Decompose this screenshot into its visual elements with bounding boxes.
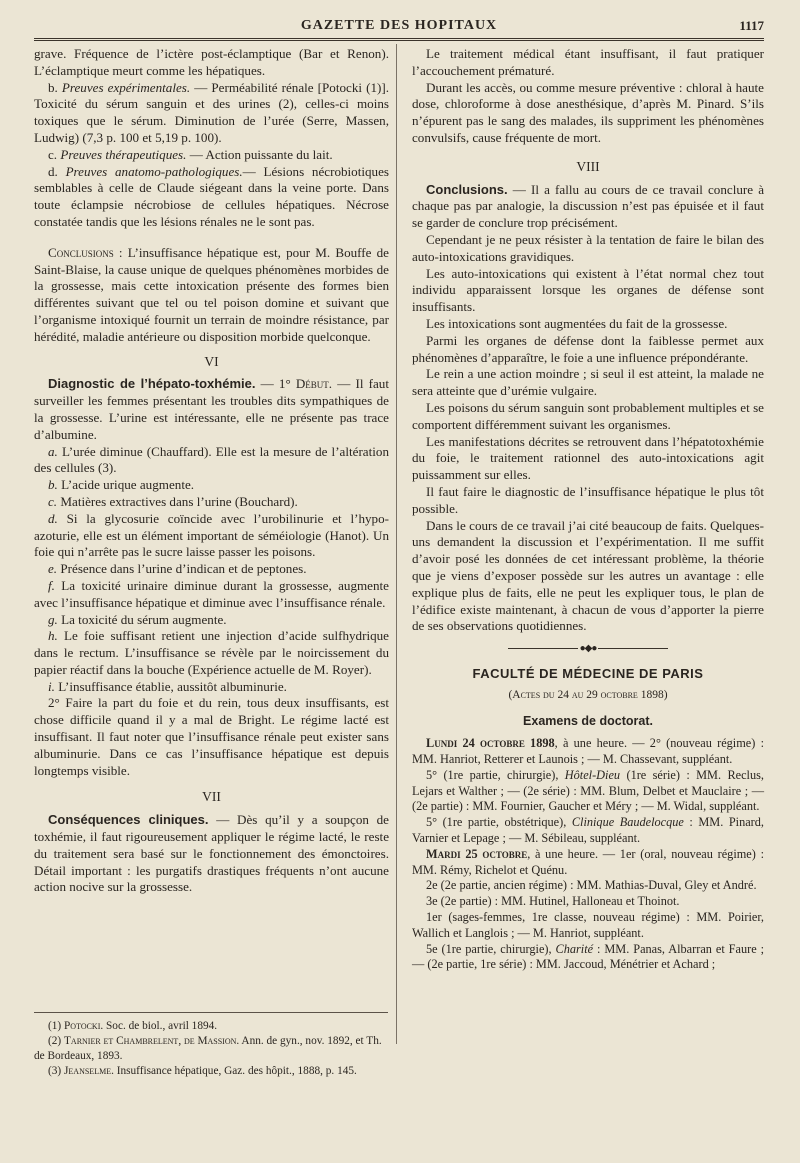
paragraph: Conclusions : L’insuffisance hépatique est, pour M. Bouffe de Saint-Blaise, la cause unique de quelques phénomènes morbides de la grossesse, mais cette intoxication présente des formes bien différentes suivant que tel ou tel poison domine et suivant que l’organisme intoxiqué fournit un terrain de moindre résistance, par hérédité, maladie antérieure ou disposition morbide quelconque. — [34, 244, 389, 344]
paragraph: Les poisons du sérum sanguin sont probablement multiples et se comportent différemment suivant les organismes. — [412, 399, 764, 432]
ornament-divider: ●◆● — [412, 641, 764, 658]
exam-entry: Mardi 25 octobre, à une heure. — 1er (oral, nouveau régime) : MM. Rémy, Richelot et Quénu. — [412, 846, 764, 877]
section-number: VII — [202, 789, 221, 805]
footnote: (2) Tarnier et Chambrelent, de Massion. Ann. de gyn., nov. 1892, et Th. de Bordeaux, 1893. — [34, 1035, 382, 1062]
paragraph: Conséquences cliniques. — Dès qu’il y a soupçon de toxhémie, il faut rigoureusement appliquer le régime lacté, le reste du traitement sera basé sur le fonctionnement des émonctoires. Détail important : les purgatifs drastiques fréquents n’ont aucune action nocive sur la grossesse. — [34, 812, 389, 895]
exam-entry: 2e (2e partie, ancien régime) : MM. Mathias-Duval, Gley et André. — [426, 878, 757, 893]
exam-title: Examens de doctorat. — [523, 714, 653, 729]
list-item: a. L’urée diminue (Chauffard). Elle est la mesure de l’altération des cellules (3). — [34, 443, 389, 476]
section-number: VI — [204, 353, 219, 369]
footnotes — [34, 1012, 389, 1079]
list-item: c. Matières extractives dans l’urine (Bouchard). — [48, 493, 298, 509]
list-item: g. La toxicité du sérum augmente. — [48, 611, 227, 627]
list-item: e. Présence dans l’urine d’indican et de peptones. — [48, 561, 307, 577]
left-column — [34, 46, 389, 896]
paragraph: grave. Fréquence de l’ictère post-éclamptique (Bar et Renon). L’éclamptique meurt comme les hépatiques. — [34, 46, 389, 78]
exam-entry: 5e (1re partie, chirurgie), Charité : MM. Panas, Albarran et Faure ; — (2e partie, 1re série) : MM. Jaccoud, Ménétrier et Achard ; — [412, 941, 765, 972]
paragraph: Dans le cours de ce travail j’ai cité beaucoup de faits. Quelques-uns demandent la discussion et l’expérimentation. Il me suffit d’avoir posé les données de cet intéressant problème, la théorie que je viens d’exposer possède sur les autres un avantage : elle explique plus de faits, elle ne peut les expliquer tous, le plan de l’édifice existe maintenant, à chacun de vous d’apporter la pierre de ses observations quotidiennes. — [412, 517, 764, 634]
page-header — [34, 16, 764, 38]
footnote: (1) Potocki. Soc. de biol., avril 1894. — [48, 1020, 218, 1032]
paragraph: Parmi les organes de défense dont la faiblesse permet aux phénomènes d’apparaître, le foie a une influence prépondérante. — [412, 332, 764, 365]
paragraph: Le traitement médical étant insuffisant, il faut pratiquer l’accouchement prématuré. — [412, 46, 764, 78]
section-number: VIII — [576, 158, 600, 174]
paragraph: Cependant je ne peux résister à la tentation de faire le bilan des auto-intoxications gravidiques. — [412, 231, 764, 264]
conclusion-paragraphs — [412, 232, 764, 635]
list-item: h. Le foie suffisant retient une injection d’acide sulfhydrique dans le rectum. L’insuffisance se révèle par le noircissement du papier réactif dans la bouche (Expérience actuelle de M. Royer). — [34, 628, 389, 677]
exam-schedule — [412, 736, 764, 973]
paragraph: Il faut faire le diagnostic de l’insuffisance hépatique le plus tôt possible. — [412, 483, 764, 516]
right-column — [412, 46, 764, 973]
list-item: b. L’acide urique augmente. — [48, 477, 195, 493]
paragraph: Les auto-intoxications qui existent à l’état normal chez tout individu apparaissent lorsque les organes de défense sont insuffisants. — [412, 265, 764, 315]
faculty-title: FACULTÉ DE MÉDECINE DE PARIS — [472, 665, 704, 681]
list-item: i. L’insuffisance établie, aussitôt albuminurie. — [48, 678, 287, 694]
journal-title: GAZETTE DES HOPITAUX — [300, 18, 498, 33]
exam-entry: 5° (1re partie, chirurgie), Hôtel-Dieu (1re série) : MM. Reclus, Lejars et Walther ; — (2e série) : MM. Blum, Delbet et Mauclaire ; — (2e partie) : MM. Fournier, Gaucher et Méry ; — M. Widal, suppléant. — [412, 767, 764, 814]
paragraph: Diagnostic de l’hépato-toxhémie. — 1° Début. — Il faut surveiller les femmes présentant les troubles dits sympathiques de la grossesse. L’urine est intéressante, elle ne présente pas trace d’albumine. — [34, 376, 389, 442]
paragraph: 2° Faire la part du foie et du rein, tous deux insuffisants, est chose difficile quand il y a mal de Bright. Le régime lacté est insuffisant. Il faut noter que l’insuffisance rénale peut exister sans albuminurie. Dans ce cas l’insuffisance hépatique est depuis longtemps visible. — [34, 695, 389, 778]
footnote-rule — [34, 1012, 388, 1013]
paragraph: Le rein a une action moindre ; si seul il est atteint, la malade ne sera atteinte que d’urémie vulgaire. — [412, 366, 764, 399]
exam-entry: Lundi 24 octobre 1898, à une heure. — 2° (nouveau régime) : MM. Hanriot, Retterer et Launois ; — M. Chassevant, suppléant. — [412, 736, 764, 767]
exam-entry: 1er (sages-femmes, 1re classe, nouveau régime) : MM. Poirier, Wallich et Langlois ; — M. Hanriot, suppléant. — [412, 910, 764, 940]
section-heading: Conclusions. — [426, 181, 508, 197]
paragraph: d. Preuves anatomo-pathologiques.— Lésions nécrobiotiques semblables à celle de Claude siégeant dans la veine porte. Dans toute éclampsie nécrobiose de cellules hépatiques. Nécrose constatée tandis que les lésions rénales ne le sont pas. — [34, 163, 389, 229]
item-list — [34, 444, 389, 696]
paragraph: Durant les accès, ou comme mesure préventive : chloral à haute dose, chloroforme à dose anesthésique, d’après M. Pinard. S’ils n’épurent pas le sang des malades, ils suppriment les phénomènes convulsifs, cause fréquente de mort. — [412, 79, 764, 145]
paragraph: Les manifestations décrites se retrouvent dans l’hépatotoxhémie du foie, le traitement rationnel des auto-intoxications agit puissamment sur elles. — [412, 433, 764, 483]
paragraph: b. Preuves expérimentales. — Perméabilité rénale [Potocki (1)]. Toxicité du sérum sanguin et des urines (2), celles-ci moins toxiques que le sérum. Diminution de l’urée (Serre, Massen, Ludwig) (7,3 p. 100 et 5,19 p. 100). — [34, 79, 389, 145]
footnote: (3) Jeanselme. Insuffisance hépatique, Gaz. des hôpit., 1888, p. 145. — [48, 1065, 357, 1077]
column-separator — [396, 44, 397, 1044]
exam-entry: 5° (1re partie, obstétrique), Clinique Baudelocque : MM. Pinard, Varnier et Lepage ; — M. Sébileau, suppléant. — [412, 815, 765, 846]
paragraph: Conclusions. — Il a fallu au cours de ce travail conclure à chaque pas par analogie, la discussion n’est pas épuisée et il faut se garder de conclure trop précisément. — [412, 181, 764, 231]
paragraph: Les intoxications sont augmentées du fait de la grossesse. — [426, 315, 728, 331]
paragraph: c. Preuves thérapeutiques. — Action puissante du lait. — [48, 146, 333, 162]
header-rule — [34, 38, 764, 41]
section-heading: Conséquences cliniques. — [48, 812, 209, 828]
list-item: f. La toxicité urinaire diminue durant la grossesse, augmente avec l’insuffisance hépatique et diminue avec l’insuffisance rénale. — [34, 577, 389, 610]
page-number: 1117 — [739, 18, 764, 33]
faculty-subtitle: (Actes du 24 au 29 octobre 1898) — [508, 688, 668, 701]
section-heading: Diagnostic de l’hépato-toxhémie. — [48, 376, 256, 392]
exam-entry: 3e (2e partie) : MM. Hutinel, Halloneau et Thoinot. — [426, 894, 680, 909]
list-item: d. Si la glycosurie coïncide avec l’urobilinurie et l’hypo-azoturie, elle est un élément important de séméiologie (Hanot). Un foie qui n’arrête pas le sucre laisse passer les poisons. — [34, 510, 389, 560]
